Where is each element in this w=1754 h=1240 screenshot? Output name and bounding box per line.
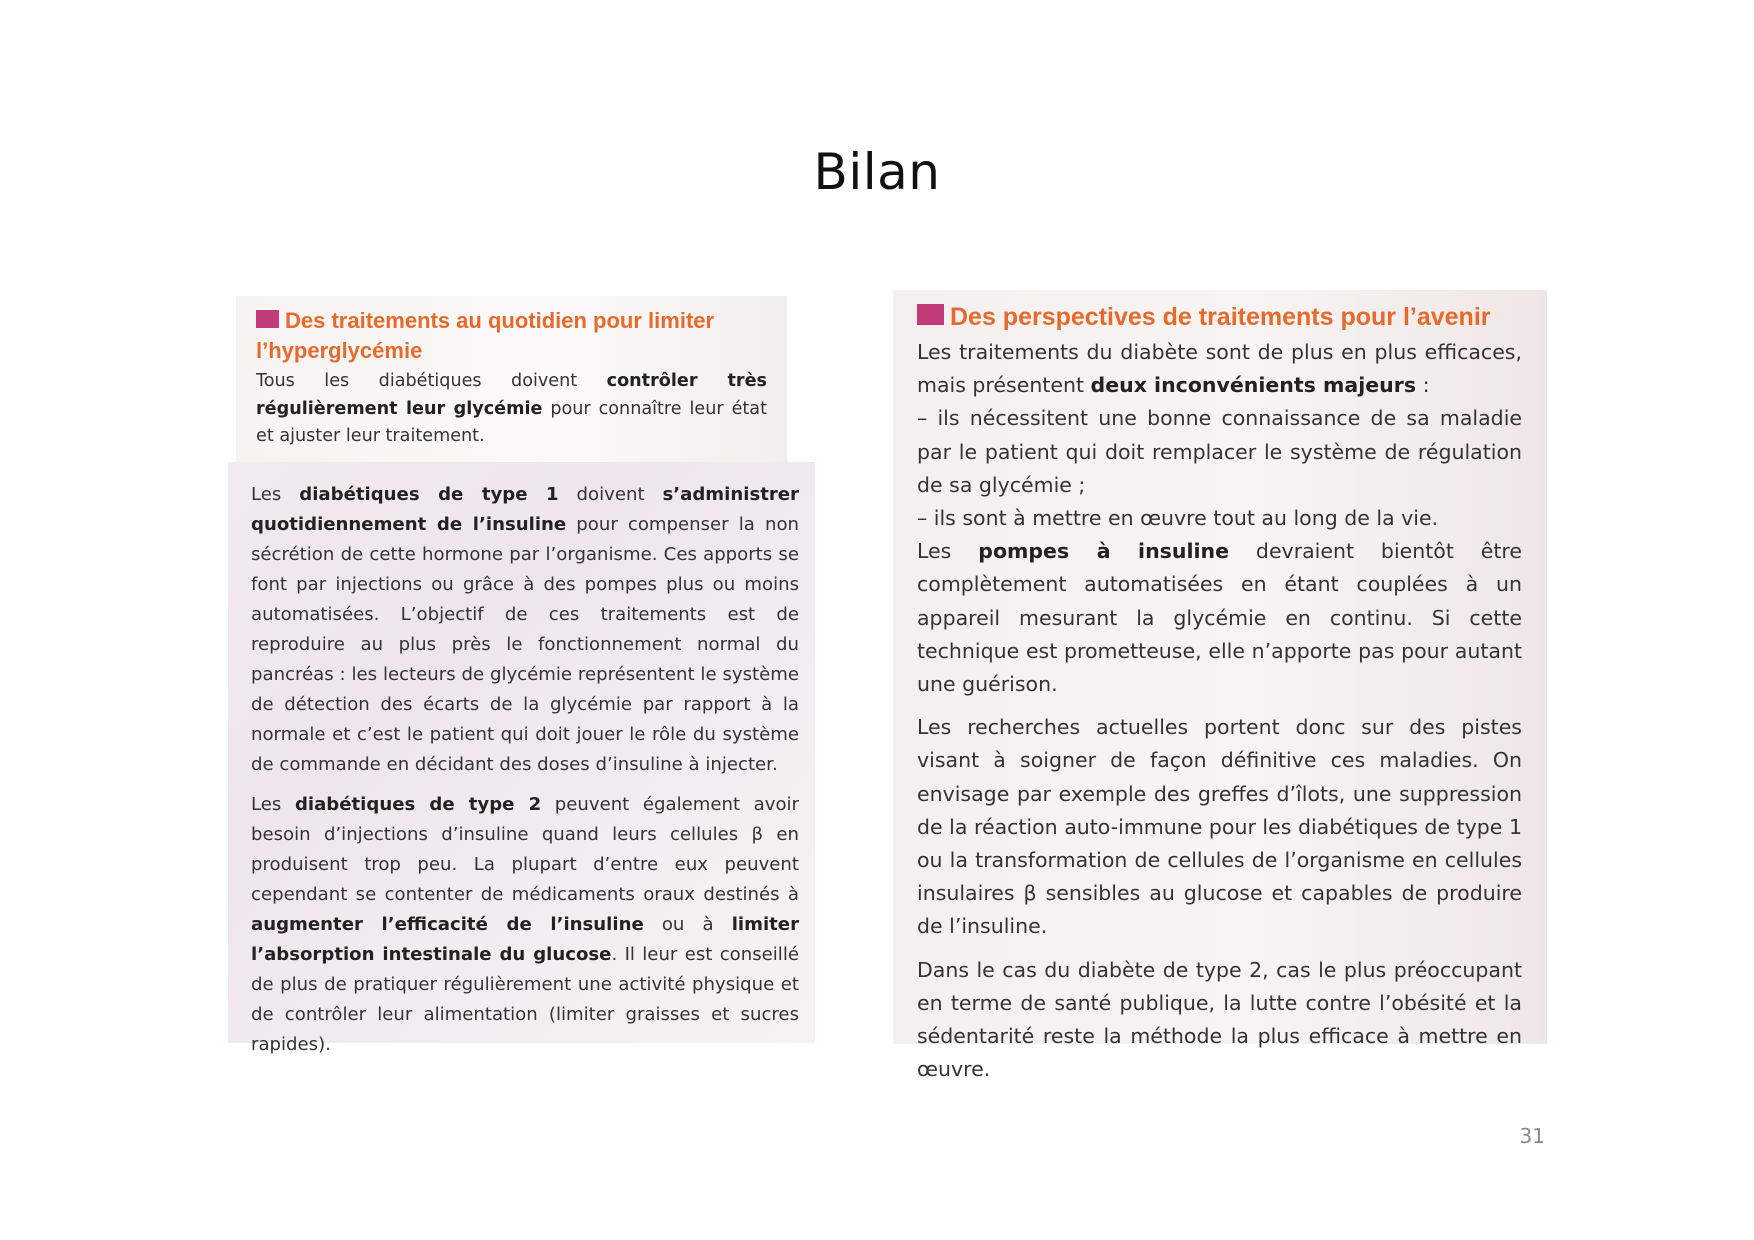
bold-run: diabétiques de type 2 (294, 794, 542, 815)
bold-run: contrôler très régulièrement leur glycémie (256, 371, 767, 419)
right-intro-group (917, 336, 1522, 535)
left-heading-text: Des traitements au quotidien pour limiter l’hyperglycémie (256, 308, 715, 363)
page-number: 31 (1519, 1124, 1545, 1148)
left-scan-body-block (228, 462, 815, 1055)
text-run: Les (251, 794, 295, 815)
bold-run: s’administrer quotidiennement de l’insuline (251, 484, 799, 535)
left-paragraph-type2 (251, 790, 799, 1060)
bold-run: augmenter l’efficacité de l’insuline (251, 914, 644, 935)
left-paragraph-type1 (251, 480, 799, 780)
left-intro-paragraph (256, 368, 767, 451)
text-run: . Il leur est conseillé de plus de pratiquer régulièrement une activité physique et de contrôler leur alimentation (limiter graisses et sucres rapides). (251, 944, 799, 1055)
text-run: pour compenser la non sécrétion de cette hormone par l’organisme. Ces apports se font par injections ou grâce à des pompes plus ou moins automatisées. L’objectif de ces traitements est de reproduire au plus près le fonctionnement normal du pancréas : les lecteurs de glycémie représentent le système de détection des écarts de la glycémie par rapport à la normale et c’est le patient qui doit jouer le rôle du système de commande en décidant des doses d’insuline à injecter. (251, 514, 799, 775)
right-bullet-1: – ils nécessitent une bonne connaissance de sa maladie par le patient qui doit remplacer le système de régulation de sa glycémie ; (917, 406, 1522, 497)
right-paragraph-research: Les recherches actuelles portent donc sur des pistes visant à soigner de façon définitive ces maladies. On envisage par exemple des greffes d’îlots, une suppression de la réaction auto-immune pour les diabétiques de type 1 ou la transformation de cellules de l’organisme en cellules insulaires β sensibles au glucose et capables de produire de l’insuline. (917, 715, 1522, 939)
square-bullet-icon (256, 310, 279, 328)
text-run: : (1416, 373, 1430, 398)
square-bullet-icon (917, 304, 944, 325)
right-scan-block (893, 290, 1547, 1082)
right-intro-paragraph (917, 336, 1522, 402)
right-bullet-2: – ils sont à mettre en œuvre tout au long de la vie. (917, 506, 1439, 531)
right-heading-text: Des perspectives de traitements pour l’avenir (950, 303, 1491, 331)
text-run: Les (251, 484, 300, 505)
text-run: pour connaître leur état et ajuster leur traitement. (256, 398, 767, 446)
text-run: peuvent également avoir besoin d’injections d’insuline quand leurs cellules β en produisent trop peu. La plupart d’entre eux peuvent cependant se contenter de médicaments oraux destinés à (251, 794, 799, 905)
text-run: devraient bientôt être complètement automatisées en étant couplées à un appareil mesurant la glycémie en continu. Si cette technique est prometteuse, elle n’apporte pas pour autant une guérison. (917, 539, 1523, 697)
bold-run: diabétiques de type 1 (299, 484, 559, 505)
bold-run: deux inconvénients majeurs (1090, 373, 1417, 398)
text-run: Tous les diabétiques doivent (256, 371, 607, 391)
bold-run: limiter l’absorption intestinale du glucose (251, 914, 799, 965)
right-paragraph-type2: Dans le cas du diabète de type 2, cas le plus préoccupant en terme de santé publique, la lutte contre l’obésité et la sédentarité reste la méthode la plus efficace à mettre en œuvre. (917, 957, 1522, 1082)
right-paragraph-pumps (917, 535, 1522, 701)
bold-run: pompes à insuline (978, 539, 1230, 564)
text-run: Les (917, 539, 979, 564)
left-scan-header-block (236, 296, 787, 464)
text-run: Les traitements du diabète sont de plus en plus efficaces, mais présentent (917, 340, 1522, 398)
text-run: doivent (558, 484, 663, 505)
right-section-heading (917, 300, 1522, 334)
left-section-heading (256, 306, 767, 366)
slide-title: Bilan (813, 143, 941, 201)
text-run: ou à (643, 914, 732, 935)
